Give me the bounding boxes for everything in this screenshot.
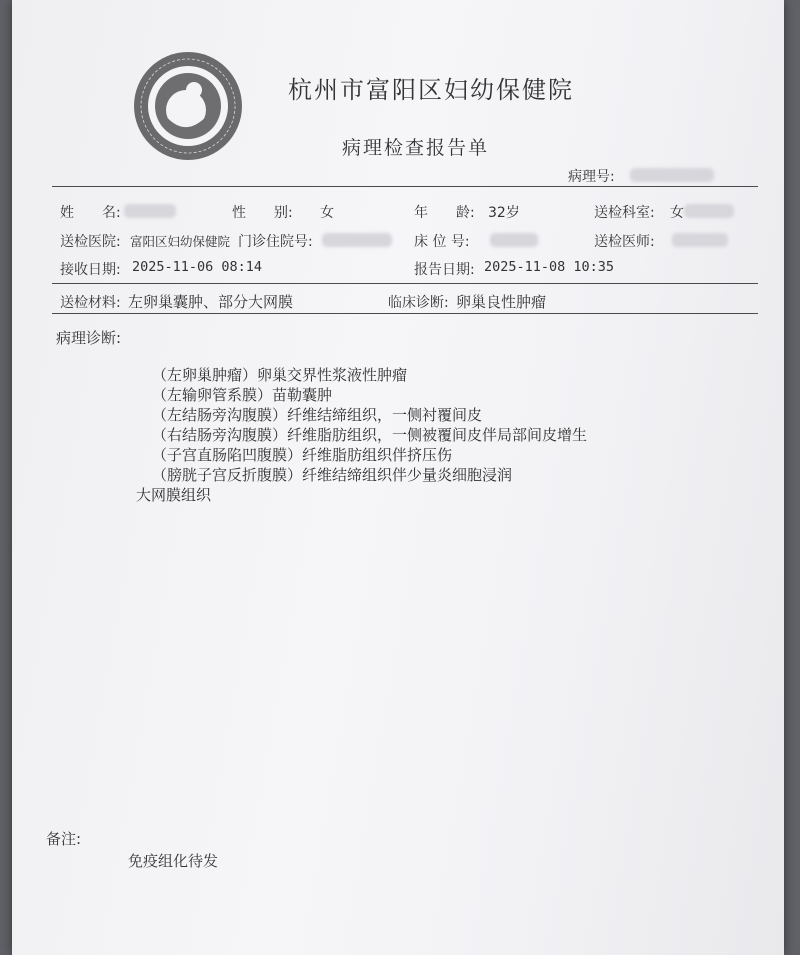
diagnosis-line: （左结肠旁沟腹膜）纤维结缔组织，一侧衬覆间皮 [152, 406, 483, 424]
diagnosis-line: （膀胱子宫反折腹膜）纤维结缔组织伴少量炎细胞浸润 [152, 466, 513, 484]
material-value: 左卵巢囊肿、部分大网膜 [128, 293, 294, 311]
report-date-value: 2025-11-08 10:35 [484, 259, 615, 275]
age-label: 年 龄: [414, 205, 475, 221]
remarks-value: 免疫组化待发 [128, 852, 219, 870]
remarks-label: 备注: [46, 830, 82, 848]
diagnosis-line: （左卵巢肿瘤）卵巢交界性浆液性肿瘤 [152, 366, 408, 384]
gender-label: 性 别: [232, 205, 293, 221]
report-date-label: 报告日期: [414, 262, 475, 278]
redacted-dept [684, 204, 734, 218]
diagnosis-line: （左输卵管系膜）苗勒囊肿 [152, 386, 333, 404]
hospital-logo [132, 50, 244, 162]
divider-middle [52, 283, 758, 284]
report-paper [12, 0, 784, 955]
redacted-bed-no [490, 233, 538, 247]
gender-value: 女 [320, 205, 334, 221]
hospital-name: 杭州市富阳区妇幼保健院 [288, 76, 574, 104]
divider-top [52, 186, 758, 187]
diagnosis-line: （子宫直肠陷凹腹膜）纤维脂肪组织伴挤压伤 [152, 446, 453, 464]
clinical-diagnosis-value: 卵巢良性肿瘤 [456, 293, 547, 311]
divider-bottom [52, 313, 758, 314]
report-title: 病理检查报告单 [342, 137, 490, 159]
outpatient-no-label: 门诊住院号: [238, 234, 313, 250]
doctor-label: 送检医师: [594, 234, 655, 250]
clinical-diagnosis-label: 临床诊断: [388, 295, 449, 311]
sending-hospital-value: 富阳区妇幼保健院 [130, 234, 231, 249]
diagnosis-line: （右结肠旁沟腹膜）纤维脂肪组织，一侧被覆间皮伴局部间皮增生 [152, 426, 588, 444]
dept-value: 女 [670, 205, 684, 221]
name-label: 姓 名: [60, 205, 121, 221]
bed-no-label: 床 位 号: [414, 234, 470, 250]
redacted-name [124, 204, 176, 218]
received-date-value: 2025-11-06 08:14 [132, 259, 263, 275]
received-date-label: 接收日期: [60, 262, 121, 278]
pathology-diagnosis-heading: 病理诊断: [56, 329, 122, 347]
dept-label: 送检科室: [594, 205, 655, 221]
diagnosis-line: 大网膜组织 [136, 486, 212, 504]
redacted-outpatient-no [322, 233, 392, 247]
pathology-no-label: 病理号: [568, 169, 615, 185]
sending-hospital-label: 送检医院: [60, 234, 121, 250]
age-value: 32岁 [488, 205, 520, 221]
redacted-doctor [672, 233, 728, 247]
redacted-pathology-no [630, 168, 714, 182]
material-label: 送检材料: [60, 295, 121, 311]
